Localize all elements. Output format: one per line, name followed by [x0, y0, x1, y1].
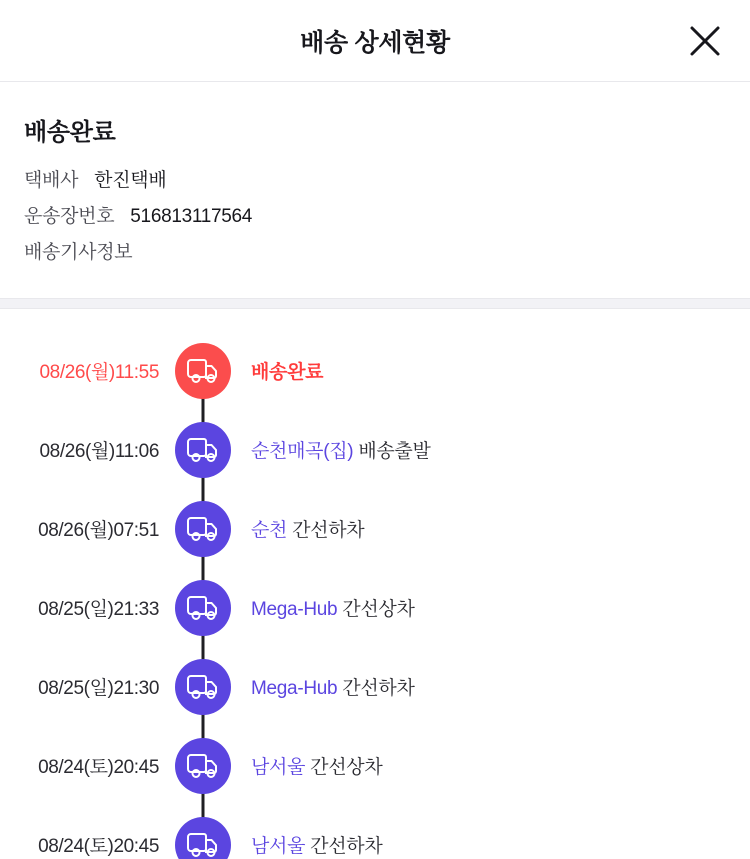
page-title: 배송 상세현황 — [300, 28, 450, 57]
close-icon[interactable] — [682, 18, 728, 64]
timeline-event-label — [231, 594, 415, 621]
summary-row-carrier — [24, 165, 726, 192]
timeline-event-3 — [0, 568, 750, 647]
timeline-event-place: Mega-Hub — [251, 599, 338, 620]
truck-icon — [175, 580, 231, 636]
truck-icon — [175, 659, 231, 715]
timeline-event-time: 08/25(일)21:30 — [38, 678, 159, 699]
truck-icon — [175, 817, 231, 859]
truck-icon — [175, 501, 231, 557]
carrier-label: 택배사 — [24, 170, 79, 191]
timeline-event-label — [231, 515, 364, 542]
timeline-event-place: 순천 — [251, 520, 288, 541]
tracking-number-value[interactable]: 516813117564 — [130, 206, 253, 227]
timeline-event-time: 08/25(일)21:33 — [38, 599, 159, 620]
timeline-event-label — [231, 752, 382, 779]
truck-icon — [175, 343, 231, 399]
timeline-event-2 — [0, 489, 750, 568]
summary-row-driver-info[interactable] — [24, 237, 726, 264]
delivery-summary — [0, 82, 750, 298]
timeline-event-action: 간선하차 — [292, 520, 365, 541]
truck-icon — [175, 422, 231, 478]
timeline-event-1 — [0, 410, 750, 489]
timeline-event-time: 08/26(월)11:55 — [39, 362, 159, 383]
timeline-event-label — [231, 357, 323, 384]
timeline-event-5 — [0, 726, 750, 805]
timeline-event-time: 08/26(월)07:51 — [38, 520, 159, 541]
timeline-event-time: 08/26(월)11:06 — [39, 441, 159, 462]
timeline-event-label — [231, 673, 415, 700]
timeline-event-label — [231, 436, 431, 463]
timeline-event-action: 간선하차 — [310, 836, 383, 857]
delivery-status: 배송완료 — [24, 119, 116, 146]
driver-info-label: 배송기사정보 — [24, 242, 133, 263]
timeline-event-place: 남서울 — [251, 836, 306, 857]
timeline-event-place: 남서울 — [251, 757, 306, 778]
timeline-event-action: 배송출발 — [358, 441, 431, 462]
timeline-event-action: 배송완료 — [251, 362, 324, 383]
timeline-event-label — [231, 831, 382, 858]
timeline-event-4 — [0, 647, 750, 726]
truck-icon — [175, 738, 231, 794]
carrier-value: 한진택배 — [94, 170, 167, 191]
header — [0, 0, 750, 82]
timeline-event-time: 08/24(토)20:45 — [38, 757, 159, 778]
timeline-event-action: 간선상차 — [310, 757, 383, 778]
tracking-number-label: 운송장번호 — [24, 206, 115, 227]
timeline-event-0 — [0, 331, 750, 410]
timeline-event-action: 간선상차 — [342, 599, 415, 620]
summary-row-tracking-number — [24, 201, 726, 228]
section-divider — [0, 298, 750, 309]
timeline-event-6 — [0, 805, 750, 859]
timeline-event-time: 08/24(토)20:45 — [38, 836, 159, 857]
tracking-timeline — [0, 309, 750, 859]
timeline-event-place: Mega-Hub — [251, 678, 338, 699]
timeline-event-place: 순천매곡(집) — [251, 441, 354, 462]
timeline-event-action: 간선하차 — [342, 678, 415, 699]
